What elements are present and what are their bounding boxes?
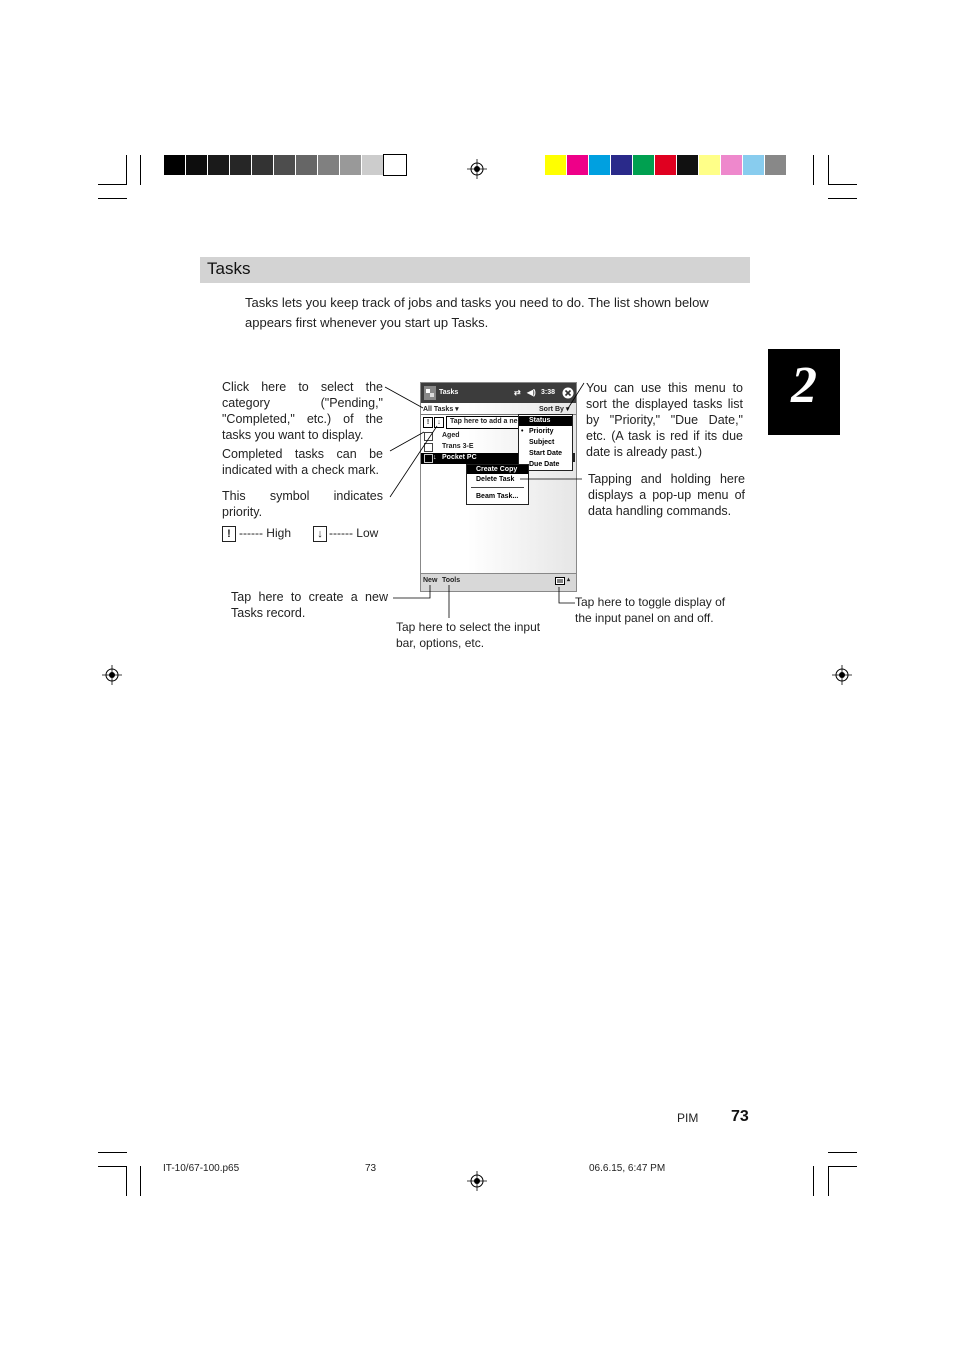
section-title: Tasks	[207, 259, 251, 278]
crop-mark	[98, 1166, 127, 1167]
crop-mark	[98, 198, 127, 199]
crop-mark	[126, 1166, 127, 1196]
category-label: All Tasks	[423, 406, 454, 413]
volume-icon[interactable]: ◀)	[527, 388, 536, 397]
calibration-swatch	[743, 155, 765, 175]
tasks-screenshot	[420, 382, 577, 592]
chapter-number: 2	[791, 357, 817, 414]
menu-bar	[421, 573, 576, 592]
low-priority-label: ------ Low	[329, 526, 379, 540]
task-item-trans[interactable]: Trans 3-E	[442, 443, 474, 450]
calibration-swatch	[765, 155, 787, 175]
task-checkbox[interactable]	[424, 443, 433, 452]
screen-titlebar	[421, 383, 576, 403]
chevron-down-icon: ▾	[455, 406, 459, 413]
new-menu[interactable]: New	[423, 577, 438, 584]
sort-option-priority[interactable]: Priority	[529, 428, 554, 435]
calibration-swatch	[545, 155, 567, 175]
calibration-swatch	[655, 155, 677, 175]
crop-mark	[828, 1166, 829, 1196]
close-icon[interactable]	[562, 387, 574, 399]
calibration-swatch	[611, 155, 633, 175]
calibration-swatch	[589, 155, 611, 175]
annotation-sort-menu: You can use this menu to sort the displayed tasks list by "Priority," "Due Date," etc. (A task is red if its due date is already past.)	[586, 381, 743, 459]
intro-paragraph: Tasks lets you keep track of jobs and tasks you need to do. The list shown below appears first whenever you start up Tasks.	[245, 295, 709, 330]
entry-bar-placeholder: Tap here to add a ne	[450, 418, 518, 425]
chevron-down-icon: ▾	[565, 406, 570, 413]
calibration-swatch	[340, 155, 362, 175]
annotation-popup-menu: Tapping and holding here displays a pop-up menu of data handling commands.	[588, 472, 745, 518]
clock-time[interactable]: 3:38	[541, 389, 556, 396]
task-item-pocket-pc[interactable]: Pocket PC	[442, 454, 477, 461]
annotation-input-bar: Tap here to select the input bar, options, etc.	[396, 620, 541, 650]
low-priority-icon: ↓	[433, 454, 437, 461]
calibration-swatch	[567, 155, 589, 175]
crop-mark	[828, 155, 829, 185]
calibration-swatch	[699, 155, 721, 175]
section-header-bar	[200, 257, 750, 283]
annotation-priority: This symbol indicates priority.	[222, 489, 383, 519]
registration-mark-icon	[467, 1171, 487, 1191]
scrollbar[interactable]	[572, 453, 575, 462]
calibration-swatch	[384, 155, 406, 175]
calibration-swatch	[252, 155, 274, 175]
low-priority-icon: ↓	[313, 526, 327, 542]
sort-option-status[interactable]: Status	[529, 417, 551, 424]
sort-by-label: Sort By	[539, 406, 564, 413]
crop-mark	[828, 184, 857, 185]
crop-mark	[813, 1166, 814, 1196]
sort-option-subject[interactable]: Subject	[529, 439, 555, 446]
high-priority-label: ------ High	[239, 526, 291, 540]
crop-mark	[98, 184, 127, 185]
create-copy-item[interactable]: Create Copy	[476, 466, 518, 473]
leader-line-category	[385, 387, 423, 408]
print-file-name: IT-10/67-100.p65	[163, 1163, 240, 1174]
screen-app-title: Tasks	[439, 389, 459, 396]
page-number: 73	[731, 1108, 749, 1125]
calibration-swatch	[164, 155, 186, 175]
crop-mark	[828, 1152, 857, 1153]
calibration-swatch	[208, 155, 230, 175]
calibration-swatch	[318, 155, 340, 175]
crop-mark	[140, 1166, 141, 1196]
delete-task-item[interactable]: Delete Task	[476, 476, 515, 483]
calibration-swatch	[186, 155, 208, 175]
annotation-new-record: Tap here to create a new Tasks record.	[231, 590, 388, 620]
task-checkbox[interactable]	[424, 432, 433, 441]
selected-bullet-icon: •	[521, 428, 524, 435]
sort-option-start-date[interactable]: Start Date	[529, 450, 563, 457]
sort-by-dropdown[interactable]	[539, 405, 569, 413]
registration-mark-icon	[102, 665, 122, 685]
crop-mark	[828, 198, 857, 199]
registration-mark-icon	[467, 159, 487, 179]
section-label: PIM	[677, 1111, 699, 1125]
calibration-swatch	[274, 155, 296, 175]
calibration-swatch	[721, 155, 743, 175]
context-menu	[466, 464, 529, 505]
start-menu-icon[interactable]	[424, 386, 436, 400]
connectivity-icon[interactable]: ⇄	[514, 388, 521, 397]
high-priority-icon: !	[222, 526, 236, 542]
registration-mark-icon	[832, 665, 852, 685]
category-dropdown[interactable]	[423, 405, 459, 413]
input-panel-arrow-icon[interactable]: ▴	[567, 577, 571, 583]
crop-mark	[126, 155, 127, 185]
print-timestamp: 06.6.15, 6:47 PM	[589, 1163, 666, 1174]
annotation-category: Click here to select the category ("Pending," "Completed," etc.) of the tasks you want to display.	[222, 380, 383, 442]
leader-line-completed	[390, 432, 424, 451]
keyboard-icon[interactable]	[555, 577, 565, 585]
task-checkbox[interactable]	[424, 454, 433, 463]
calibration-swatch	[633, 155, 655, 175]
calibration-swatch	[362, 155, 384, 175]
sort-menu	[518, 414, 573, 471]
sort-column-icon[interactable]: ↓	[434, 417, 444, 428]
crop-mark	[140, 155, 141, 185]
beam-task-item[interactable]: Beam Task...	[476, 493, 519, 500]
annotation-completed: Completed tasks can be indicated with a check mark.	[222, 447, 383, 477]
calibration-swatch	[296, 155, 318, 175]
task-item-aged[interactable]: Aged	[442, 432, 460, 439]
calibration-swatch	[677, 155, 699, 175]
priority-column-icon[interactable]: !	[423, 417, 433, 428]
crop-mark	[98, 1152, 127, 1153]
tools-menu[interactable]: Tools	[442, 577, 461, 584]
print-page: 73	[365, 1163, 377, 1174]
sort-option-due-date[interactable]: Due Date	[529, 461, 560, 468]
crop-mark	[828, 1166, 857, 1167]
crop-mark	[813, 155, 814, 185]
annotation-input-panel: Tap here to toggle display of the input panel on and off.	[575, 595, 726, 625]
menu-separator	[471, 487, 524, 488]
calibration-swatch	[230, 155, 252, 175]
